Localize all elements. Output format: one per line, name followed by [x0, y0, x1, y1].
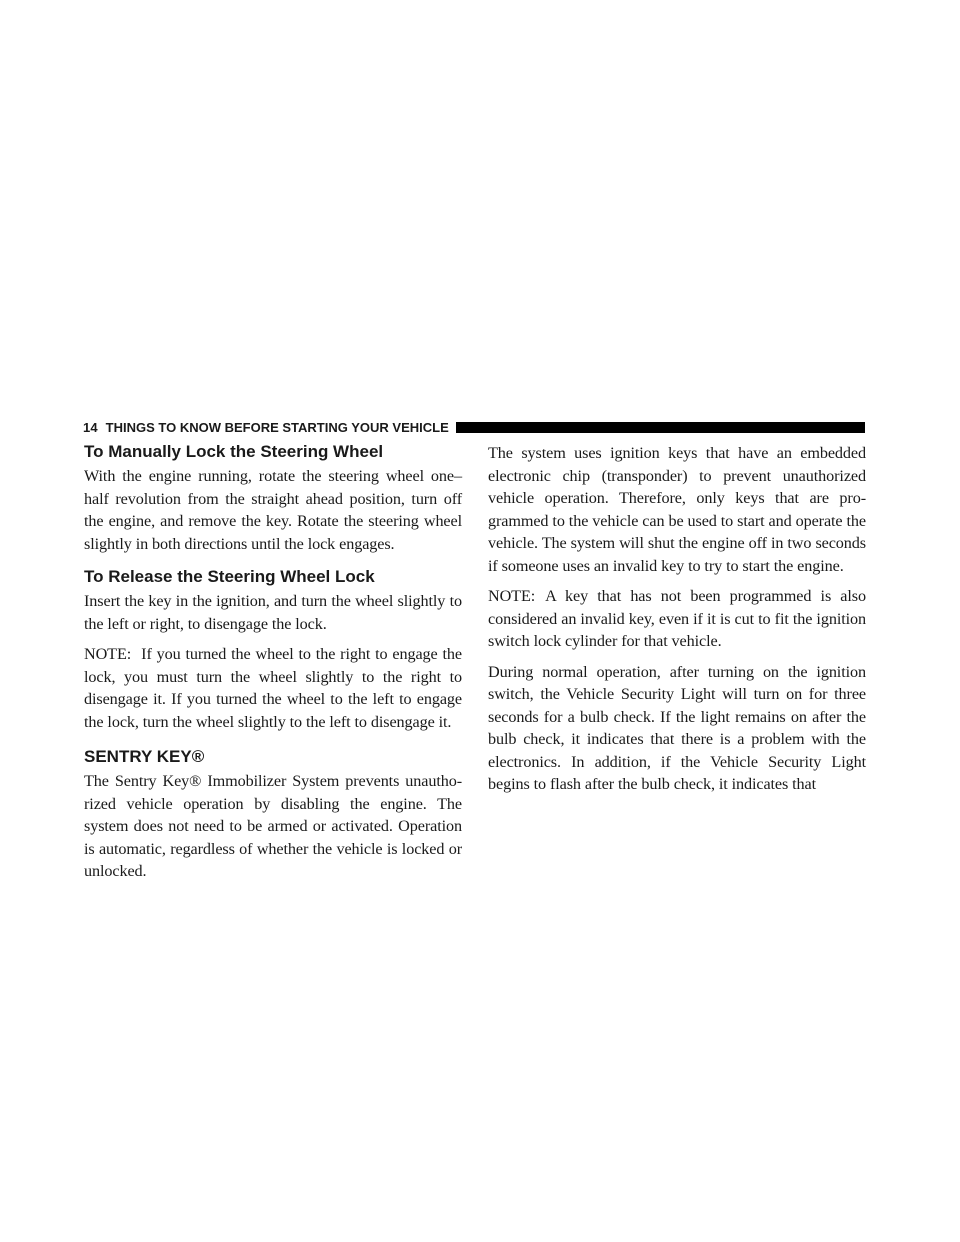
left-column — [84, 442, 462, 891]
note-release-lock — [84, 643, 462, 733]
note-text: A key that has not been programmed is also considered an invalid key, even if it is cut to fit the ignition switch lock cylinder for that vehicle. — [488, 587, 866, 650]
page-header — [83, 419, 865, 435]
note-label: NOTE: — [488, 587, 536, 605]
chapter-title: THINGS TO KNOW BEFORE STARTING YOUR VEHICLE — [105, 419, 449, 435]
heading-manual-lock: To Manually Lock the Steering Wheel — [84, 442, 384, 461]
paragraph-sentry-key: The Sentry Key® Immobilizer System prevents unautho-rized vehicle operation by disabling the engine. The system does not need to be armed or activated. Operation is automatic, regardless of whether the vehicle is locked or unlocked. — [84, 772, 462, 880]
page-number: 14 — [83, 419, 98, 435]
heading-release-lock: To Release the Steering Wheel Lock — [84, 567, 375, 586]
right-column — [488, 442, 866, 804]
note-invalid-key — [488, 585, 866, 653]
heading-sentry-key: SENTRY KEY® — [84, 747, 205, 766]
paragraph-transponder: The system uses ignition keys that have an embedded electronic chip (transponder) to prevent unauthorized vehicle operation. Therefore, only keys that are pro-grammed to the vehicle can be used to start and operate the vehicle. The system will shut the engine off in two seconds if someone uses an invalid key to try to start the engine. — [488, 444, 866, 575]
note-label: NOTE: — [84, 645, 132, 663]
paragraph-manual-lock: With the engine running, rotate the steering wheel one–half revolution from the straight ahead position, turn off the engine, and remove the key. Rotate the steering wheel slightly in both directions until the lock engages. — [84, 467, 462, 553]
paragraph-security-light: During normal operation, after turning on the ignition switch, the Vehicle Security Light will turn on for three seconds for a bulb check. If the light remains on after the bulb check, it indicates that there is a problem with the electronics. In addition, if the Vehicle Security Light begins to flash after the bulb check, it indicates that — [488, 662, 866, 793]
paragraph-release-lock: Insert the key in the ignition, and turn the wheel slightly to the left or right, to disengage the lock. — [84, 592, 462, 633]
header-rule — [456, 422, 865, 433]
note-text: If you turned the wheel to the right to engage the lock, you must turn the wheel slightly to the right to disengage it. If you turned the wheel to the left to engage the lock, turn the wheel slightly to the left to disengage it. — [84, 645, 462, 731]
